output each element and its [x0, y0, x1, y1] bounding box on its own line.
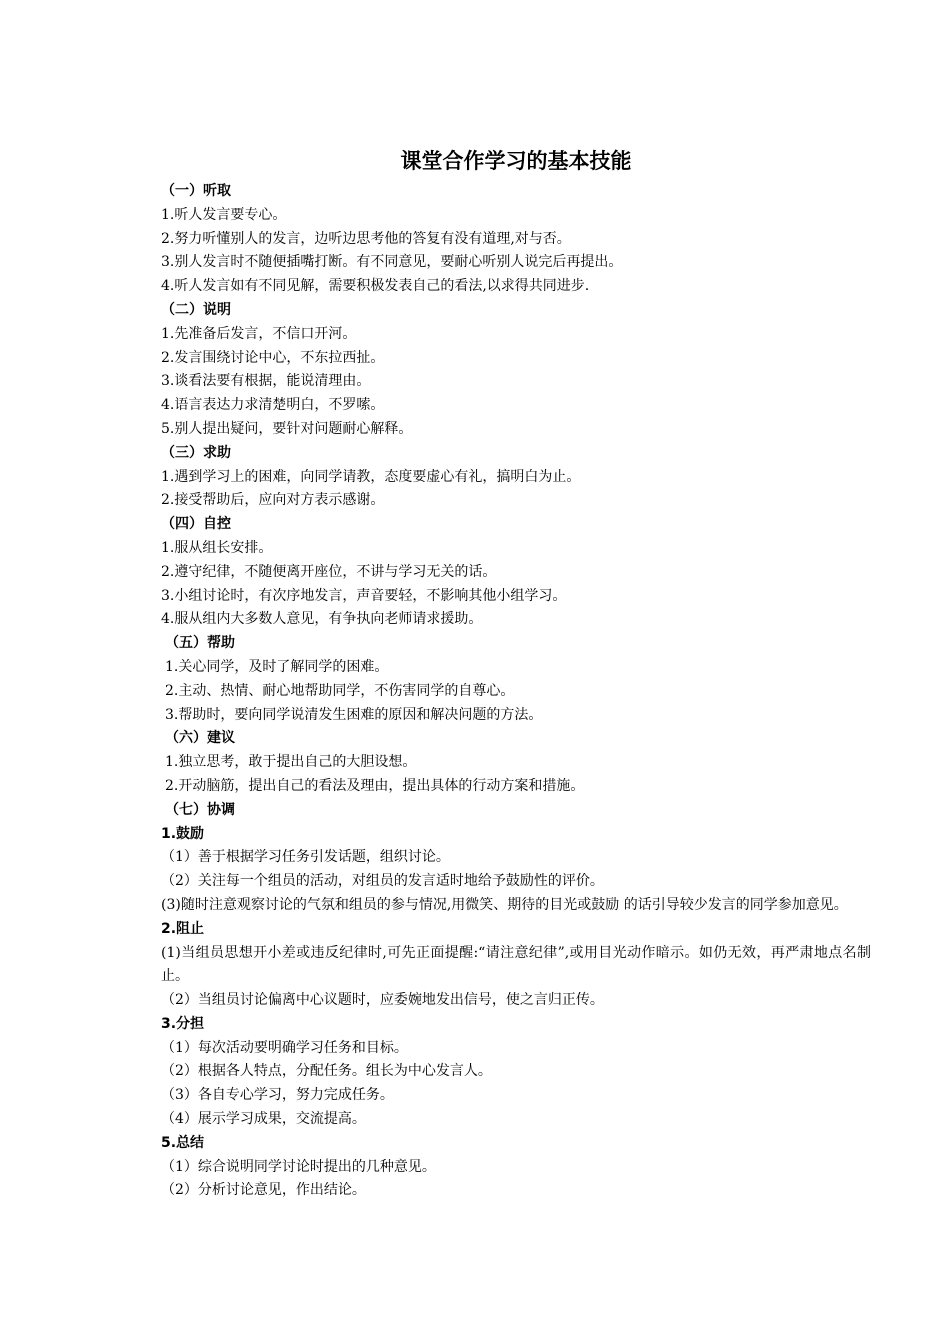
text-line: 2.遵守纪律，不随便离开座位，不讲与学习无关的话。 [161, 563, 497, 580]
text-line: 3.别人发言时不随便插嘴打断。有不同意见，要耐心听别人说完后再提出。 [161, 254, 623, 271]
section-heading: 3.分担 [161, 1015, 205, 1032]
text-line: 1.关心同学，及时了解同学的困难。 [165, 658, 389, 675]
section-heading: 1.鼓励 [161, 825, 205, 842]
text-line: 3.帮助时，要向同学说清发生困难的原因和解决问题的方法。 [165, 706, 543, 723]
text-line: 2.主动、热情、耐心地帮助同学，不伤害同学的自尊心。 [165, 682, 515, 699]
text-line: (1)当组员思想开小差或违反纪律时,可先正面提醒:“请注意纪律”,或用目光动作暗示。如仍无效，再严肃地点名制止。 [161, 944, 871, 985]
text-line: 2.开动脑筋，提出自己的看法及理由，提出具体的行动方案和措施。 [165, 777, 585, 794]
section-heading: （一）听取 [161, 183, 231, 199]
text-line: 2.发言围绕讨论中心，不东拉西扯。 [161, 349, 385, 366]
text-line: 4.听人发言如有不同见解，需要积极发表自己的看法,以求得共同进步. [161, 278, 590, 295]
text-line: （3）各自专心学习，努力完成任务。 [161, 1087, 394, 1104]
section-heading: （二）说明 [161, 301, 231, 318]
text-line: （2）关注每一个组员的活动，对组员的发言适时地给予鼓励性的评价。 [161, 873, 604, 890]
text-line: 1.听人发言要专心。 [161, 206, 287, 223]
text-line: 3.小组讨论时，有次序地发言，声音要轻，不影响其他小组学习。 [161, 587, 567, 604]
text-line: 1.遇到学习上的困难，向同学请教，态度要虚心有礼，搞明白为止。 [161, 468, 581, 485]
text-line: 4.服从组内大多数人意见，有争执向老师请求援助。 [161, 611, 483, 628]
section-heading: 2.阻止 [161, 920, 205, 937]
text-line: （2）分析讨论意见，作出结论。 [161, 1182, 366, 1199]
section-heading: （七）协调 [165, 801, 235, 818]
text-line: 1.先准备后发言，不信口开河。 [161, 325, 357, 342]
document-page [161, 143, 871, 1203]
text-line: （4）展示学习成果，交流提高。 [161, 1111, 366, 1128]
text-line: （1）善于根据学习任务引发话题，组织讨论。 [161, 849, 450, 866]
text-line: （2）根据各人特点，分配任务。组长为中心发言人。 [161, 1063, 492, 1080]
text-line: 4.语言表达力求清楚明白，不罗嗦。 [161, 397, 385, 414]
section-heading: （四）自控 [161, 516, 231, 533]
text-line: (3)随时注意观察讨论的气氛和组员的参与情况,用微笑、期待的目光或鼓励 的话引导较少发言的同学参加意见。 [161, 896, 848, 913]
text-line: 1.独立思考，敢于提出自己的大胆设想。 [165, 754, 417, 771]
section-heading: （五）帮助 [165, 635, 235, 652]
document-body [161, 180, 871, 1203]
text-line: 2.努力听懂别人的发言，边听边思考他的答复有没有道理,对与否。 [161, 230, 571, 247]
text-line: （1）综合说明同学讨论时提出的几种意见。 [161, 1158, 436, 1175]
text-line: 2.接受帮助后，应向对方表示感谢。 [161, 492, 385, 509]
document-title: 课堂合作学习的基本技能 [400, 149, 632, 173]
text-line: 5.别人提出疑问，要针对问题耐心解释。 [161, 420, 413, 437]
text-line: 1.服从组长安排。 [161, 539, 273, 556]
section-heading: （三）求助 [161, 444, 231, 461]
section-heading: 5.总结 [161, 1134, 205, 1151]
section-heading: （六）建议 [165, 730, 235, 747]
text-line: 3.谈看法要有根据，能说清理由。 [161, 373, 371, 390]
text-line: （2）当组员讨论偏离中心议题时，应委婉地发出信号，使之言归正传。 [161, 992, 604, 1009]
text-line: （1）每次活动要明确学习任务和目标。 [161, 1039, 408, 1056]
